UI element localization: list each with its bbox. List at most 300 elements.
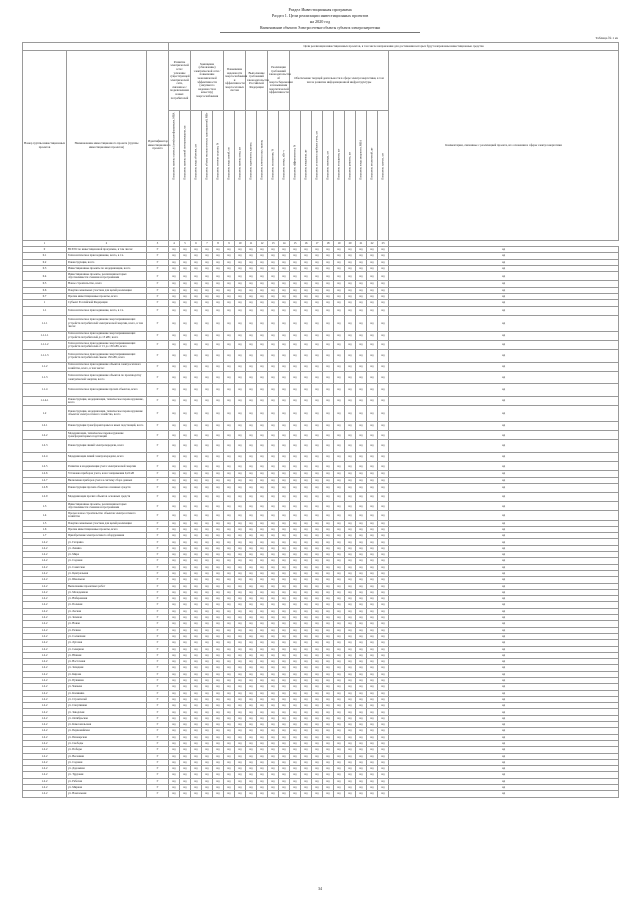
row-indicator-value: нд [268,734,279,740]
row-indicator-value: нд [279,646,290,652]
row-indicator-value: нд [301,493,312,502]
row-project-name: Модернизация, техническое перевооружение трансформаторных подстанций [67,431,147,440]
row-indicator-value: нд [213,545,224,551]
row-indicator-value: нд [257,526,268,532]
row-indicator-value: нд [213,759,224,765]
row-indicator-value: нд [224,293,235,299]
row-project-name: ул. Новая [67,621,147,627]
row-indicator-value: нд [345,722,356,728]
row-indicator-value: нд [323,596,334,602]
row-indicator-value: нд [257,272,268,281]
row-comment: нд [389,396,619,405]
column-number: 6 [191,241,202,247]
row-indicator-value: нд [191,659,202,665]
row-number: 1.2.7 [23,477,67,483]
row-indicator-value: нд [378,471,389,477]
row-indicator-value: нд [290,526,301,532]
header-indicator [257,111,268,241]
row-indicator-value: нд [246,640,257,646]
row-indicator-value: нд [367,526,378,532]
row-indicator-value: нд [279,577,290,583]
row-indicator-value: нд [169,293,180,299]
row-indicator-value: нд [235,253,246,259]
row-indicator-value: нд [290,493,301,502]
row-comment: нд [389,652,619,658]
row-indicator-value: нд [180,558,191,564]
row-indicator-value: нд [224,728,235,734]
row-indicator-value: нд [268,709,279,715]
row-indicator-value: нд [246,772,257,778]
row-indicator-value: нд [279,452,290,461]
row-indicator-value: нд [356,272,367,281]
row-indicator-value: нд [202,772,213,778]
row-indicator-value: нд [378,652,389,658]
row-number: 1.1.1.3 [23,349,67,362]
row-indicator-value: нд [312,462,323,471]
row-project-id: Г [147,533,169,539]
row-project-name: ул. Ленина [67,545,147,551]
row-indicator-value: нд [312,315,323,331]
table-row [23,452,619,461]
row-indicator-value: нд [268,728,279,734]
row-indicator-value: нд [301,659,312,665]
row-indicator-value: нд [312,671,323,677]
row-indicator-value: нд [180,577,191,583]
row-indicator-value: нд [180,539,191,545]
row-indicator-value: нд [202,715,213,721]
row-indicator-value: нд [169,570,180,576]
row-indicator-value: нд [334,621,345,627]
row-indicator-value: нд [202,396,213,405]
row-project-name: Технологическое присоединение, всего, в т.ч. [67,253,147,259]
row-indicator-value: нд [246,440,257,453]
row-project-id: Г [147,583,169,589]
row-indicator-value: нд [257,421,268,430]
row-indicator-value: нд [202,753,213,759]
row-indicator-value: нд [213,596,224,602]
row-indicator-value: нд [334,740,345,746]
row-indicator-value: нд [246,477,257,483]
row-comment: нд [389,646,619,652]
row-indicator-value: нд [191,677,202,683]
row-indicator-value: нд [224,421,235,430]
row-indicator-value: нд [191,477,202,483]
row-indicator-value: нд [290,640,301,646]
row-indicator-value: нд [191,362,202,371]
row-project-id: Г [147,728,169,734]
row-indicator-value: нд [224,440,235,453]
row-indicator-value: нд [367,671,378,677]
row-indicator-value: нд [279,659,290,665]
row-number: 1.2.2 [23,715,67,721]
row-indicator-value: нд [224,539,235,545]
row-comment: нд [389,362,619,371]
row-indicator-value: нд [290,259,301,265]
row-indicator-value: нд [191,696,202,702]
row-indicator-value: нд [224,477,235,483]
row-indicator-value: нд [191,621,202,627]
row-number: 1.2.2 [23,696,67,702]
row-indicator-value: нд [202,281,213,287]
row-indicator-value: нд [367,734,378,740]
row-indicator-value: нд [213,608,224,614]
row-indicator-value: нд [224,646,235,652]
row-indicator-value: нд [345,728,356,734]
row-project-name: ул. Вокзальная [67,791,147,797]
row-project-id: Г [147,659,169,665]
row-indicator-value: нд [356,646,367,652]
row-indicator-value: нд [301,545,312,551]
row-indicator-value: нд [202,493,213,502]
row-indicator-value: нд [323,293,334,299]
row-comment: нд [389,371,619,384]
row-indicator-value: нд [378,287,389,293]
row-indicator-value: нд [334,272,345,281]
row-project-name: ул. Центральная [67,570,147,576]
row-comment: нд [389,483,619,492]
table-row [23,502,619,511]
row-number: 1.2.1 [23,421,67,430]
row-indicator-value: нд [356,362,367,371]
row-indicator-value: нд [268,671,279,677]
row-indicator-value: нд [246,483,257,492]
row-indicator-value: нд [268,306,279,315]
row-project-name: Технологическое присоединение прочих объектов, всего [67,384,147,397]
row-project-id: Г [147,265,169,271]
row-indicator-value: нд [290,349,301,362]
row-indicator-value: нд [312,791,323,797]
row-indicator-value: нд [312,265,323,271]
row-indicator-value: нд [235,791,246,797]
row-indicator-value: нд [169,477,180,483]
row-indicator-value: нд [246,615,257,621]
row-indicator-value: нд [268,371,279,384]
row-indicator-value: нд [213,502,224,511]
document-heading [130,7,510,33]
row-indicator-value: нд [378,272,389,281]
row-indicator-value: нд [334,281,345,287]
row-project-id: Г [147,753,169,759]
row-comment: нд [389,462,619,471]
row-project-name: Технологическое присоединение, всего, в т.ч. [67,306,147,315]
row-indicator-value: нд [213,406,224,422]
row-indicator-value: нд [334,545,345,551]
row-project-id: Г [147,564,169,570]
row-indicator-value: нд [334,684,345,690]
row-indicator-value: нд [367,615,378,621]
row-indicator-value: нд [224,431,235,440]
row-indicator-value: нд [235,471,246,477]
row-project-id: Г [147,646,169,652]
row-indicator-value: нд [356,759,367,765]
row-indicator-value: нд [356,533,367,539]
row-indicator-value: нд [345,502,356,511]
row-indicator-value: нд [279,315,290,331]
row-project-id: Г [147,596,169,602]
row-indicator-value: нд [334,564,345,570]
row-indicator-value: нд [290,552,301,558]
row-indicator-value: нд [279,722,290,728]
row-indicator-value: нд [191,371,202,384]
row-indicator-value: нд [180,526,191,532]
row-indicator-value: нд [290,709,301,715]
row-indicator-value: нд [367,520,378,526]
row-indicator-value: нд [367,785,378,791]
row-indicator-value: нд [257,740,268,746]
row-project-id: Г [147,602,169,608]
row-indicator-value: нд [301,583,312,589]
row-indicator-value: нд [367,452,378,461]
row-indicator-value: нд [257,596,268,602]
row-project-name: Модернизация прочих объектов основных средств [67,493,147,502]
row-indicator-value: нд [290,677,301,683]
row-indicator-value: нд [378,690,389,696]
row-comment: нд [389,511,619,520]
row-indicator-value: нд [246,331,257,340]
row-project-id: Г [147,247,169,253]
row-project-name: Выполнение проектных работ [67,583,147,589]
row-indicator-value: нд [180,728,191,734]
row-indicator-value: нд [323,396,334,405]
row-indicator-value: нд [246,362,257,371]
header-replacement: Замещение (обновление) электрической сети / повышение экономической эффективности (закупки по надежности и качеству) энергоснабжения [191,51,224,111]
row-indicator-value: нд [257,696,268,702]
row-indicator-value: нд [213,602,224,608]
row-comment: нд [389,552,619,558]
row-indicator-value: нд [180,715,191,721]
row-indicator-value: нд [202,785,213,791]
row-indicator-value: нд [235,272,246,281]
row-indicator-value: нд [367,362,378,371]
row-project-id: Г [147,526,169,532]
row-indicator-value: нд [301,539,312,545]
row-indicator-value: нд [378,759,389,765]
table-row [23,340,619,349]
column-number: 3 [147,241,169,247]
row-indicator-value: нд [367,753,378,759]
row-indicator-value: нд [213,315,224,331]
row-indicator-value: нд [356,406,367,422]
row-project-id: Г [147,483,169,492]
row-project-id: Г [147,709,169,715]
row-indicator-value: нд [345,431,356,440]
row-indicator-value: нд [246,293,257,299]
row-indicator-value: нд [213,589,224,595]
row-indicator-value: нд [323,349,334,362]
row-indicator-value: нд [224,722,235,728]
row-indicator-value: нд [235,545,246,551]
row-comment: нд [389,734,619,740]
row-indicator-value: нд [268,785,279,791]
row-indicator-value: нд [345,785,356,791]
row-comment: нд [389,406,619,422]
row-indicator-value: нд [180,615,191,621]
row-project-name: Реконструкция, всего [67,259,147,265]
row-indicator-value: нд [224,493,235,502]
row-indicator-value: нд [169,602,180,608]
row-project-id: Г [147,684,169,690]
row-indicator-value: нд [180,315,191,331]
row-indicator-value: нд [257,608,268,614]
row-indicator-value: нд [202,539,213,545]
row-indicator-value: нд [279,431,290,440]
row-indicator-value: нд [279,608,290,614]
row-indicator-value: нд [279,640,290,646]
row-indicator-value: нд [290,371,301,384]
row-indicator-value: нд [279,633,290,639]
row-indicator-value: нд [235,564,246,570]
row-indicator-value: нд [169,722,180,728]
row-indicator-value: нд [213,621,224,627]
header-reliability: Повышение надежности энергоснабжения и эффективности энергосетевых систем [224,51,246,111]
row-indicator-value: нд [191,247,202,253]
row-indicator-value: нд [180,477,191,483]
row-indicator-value: нд [378,659,389,665]
row-indicator-value: нд [378,552,389,558]
row-indicator-value: нд [334,477,345,483]
row-indicator-value: нд [290,406,301,422]
row-project-name: ул. Октябрьская [67,715,147,721]
row-indicator-value: нд [169,652,180,658]
row-project-id: Г [147,570,169,576]
row-indicator-value: нд [367,558,378,564]
row-indicator-value: нд [378,608,389,614]
row-indicator-value: нд [334,396,345,405]
row-indicator-value: нд [268,677,279,683]
row-indicator-value: нд [246,633,257,639]
row-indicator-value: нд [279,690,290,696]
row-indicator-value: нд [202,722,213,728]
row-indicator-value: нд [180,265,191,271]
row-indicator-value: нд [323,728,334,734]
row-indicator-value: нд [345,652,356,658]
page-number: 34 [318,886,322,891]
row-indicator-value: нд [191,396,202,405]
row-indicator-value: нд [213,287,224,293]
row-indicator-value: нд [191,511,202,520]
row-indicator-value: нд [213,772,224,778]
row-indicator-value: нд [356,452,367,461]
row-indicator-value: нд [312,502,323,511]
table-row [23,421,619,430]
row-indicator-value: нд [356,785,367,791]
row-project-id: Г [147,627,169,633]
row-indicator-value: нд [268,396,279,405]
row-number: 1.2.2 [23,640,67,646]
row-indicator-value: нд [257,633,268,639]
row-indicator-value: нд [323,520,334,526]
row-indicator-value: нд [312,287,323,293]
row-indicator-value: нд [367,772,378,778]
row-indicator-value: нд [257,677,268,683]
row-indicator-value: нд [191,493,202,502]
column-number: 2 [67,241,147,247]
row-indicator-value: нд [268,722,279,728]
row-indicator-value: нд [334,627,345,633]
row-indicator-value: нд [191,539,202,545]
row-indicator-value: нд [268,247,279,253]
header-indicator [301,111,312,241]
row-indicator-value: нд [191,259,202,265]
row-indicator-value: нд [246,785,257,791]
row-project-id: Г [147,520,169,526]
row-indicator-value: нд [367,577,378,583]
row-indicator-value: нд [367,483,378,492]
row-number: 1.5 [23,520,67,526]
row-indicator-value: нд [257,253,268,259]
row-indicator-value: нд [268,570,279,576]
row-indicator-value: нд [268,589,279,595]
row-number: 1.2.2 [23,753,67,759]
row-project-name: ул. Пионерская [67,734,147,740]
row-indicator-value: нд [257,471,268,477]
header-indicator-label: Показатель прочих, шт [381,153,385,180]
row-indicator-value: нд [235,671,246,677]
row-indicator-value: нд [191,753,202,759]
row-indicator-value: нд [334,747,345,753]
row-indicator-value: нд [180,633,191,639]
row-indicator-value: нд [235,640,246,646]
row-indicator-value: нд [312,483,323,492]
row-indicator-value: нд [367,331,378,340]
row-comment: нд [389,520,619,526]
row-indicator-value: нд [202,740,213,746]
row-project-name: Технологическое присоединение энергопринимающих устройств потребителей свыше 150 кВт, всего [67,349,147,362]
row-indicator-value: нд [378,740,389,746]
row-indicator-value: нд [356,396,367,405]
row-indicator-value: нд [246,690,257,696]
row-indicator-value: нд [169,471,180,477]
row-number: 0.6 [23,287,67,293]
row-project-name: ул. Южная [67,652,147,658]
row-indicator-value: нд [268,715,279,721]
row-indicator-value: нд [279,627,290,633]
row-indicator-value: нд [356,471,367,477]
row-indicator-value: нд [378,589,389,595]
row-comment: нд [389,615,619,621]
row-indicator-value: нд [356,340,367,349]
row-indicator-value: нд [345,703,356,709]
row-indicator-value: нд [268,552,279,558]
row-indicator-value: нд [213,362,224,371]
row-indicator-value: нд [191,652,202,658]
row-indicator-value: нд [235,306,246,315]
row-indicator-value: нд [246,502,257,511]
row-indicator-value: нд [378,570,389,576]
row-indicator-value: нд [301,281,312,287]
row-indicator-value: нд [213,778,224,784]
row-indicator-value: нд [345,281,356,287]
row-number: 1.2.2 [23,677,67,683]
row-indicator-value: нд [345,766,356,772]
row-indicator-value: нд [246,526,257,532]
row-indicator-value: нд [224,253,235,259]
table-row [23,431,619,440]
row-indicator-value: нд [169,564,180,570]
column-number: 22 [367,241,378,247]
row-indicator-value: нд [268,640,279,646]
row-number: 1.2.2 [23,602,67,608]
row-project-id: Г [147,306,169,315]
row-project-id: Г [147,259,169,265]
row-indicator-value: нд [213,747,224,753]
row-indicator-value: нд [323,747,334,753]
row-indicator-value: нд [235,753,246,759]
header-indicator-label: Показатель объема технологических присоединений, МВт [205,112,209,180]
row-project-id: Г [147,493,169,502]
row-indicator-value: нд [202,511,213,520]
row-indicator-value: нд [312,602,323,608]
